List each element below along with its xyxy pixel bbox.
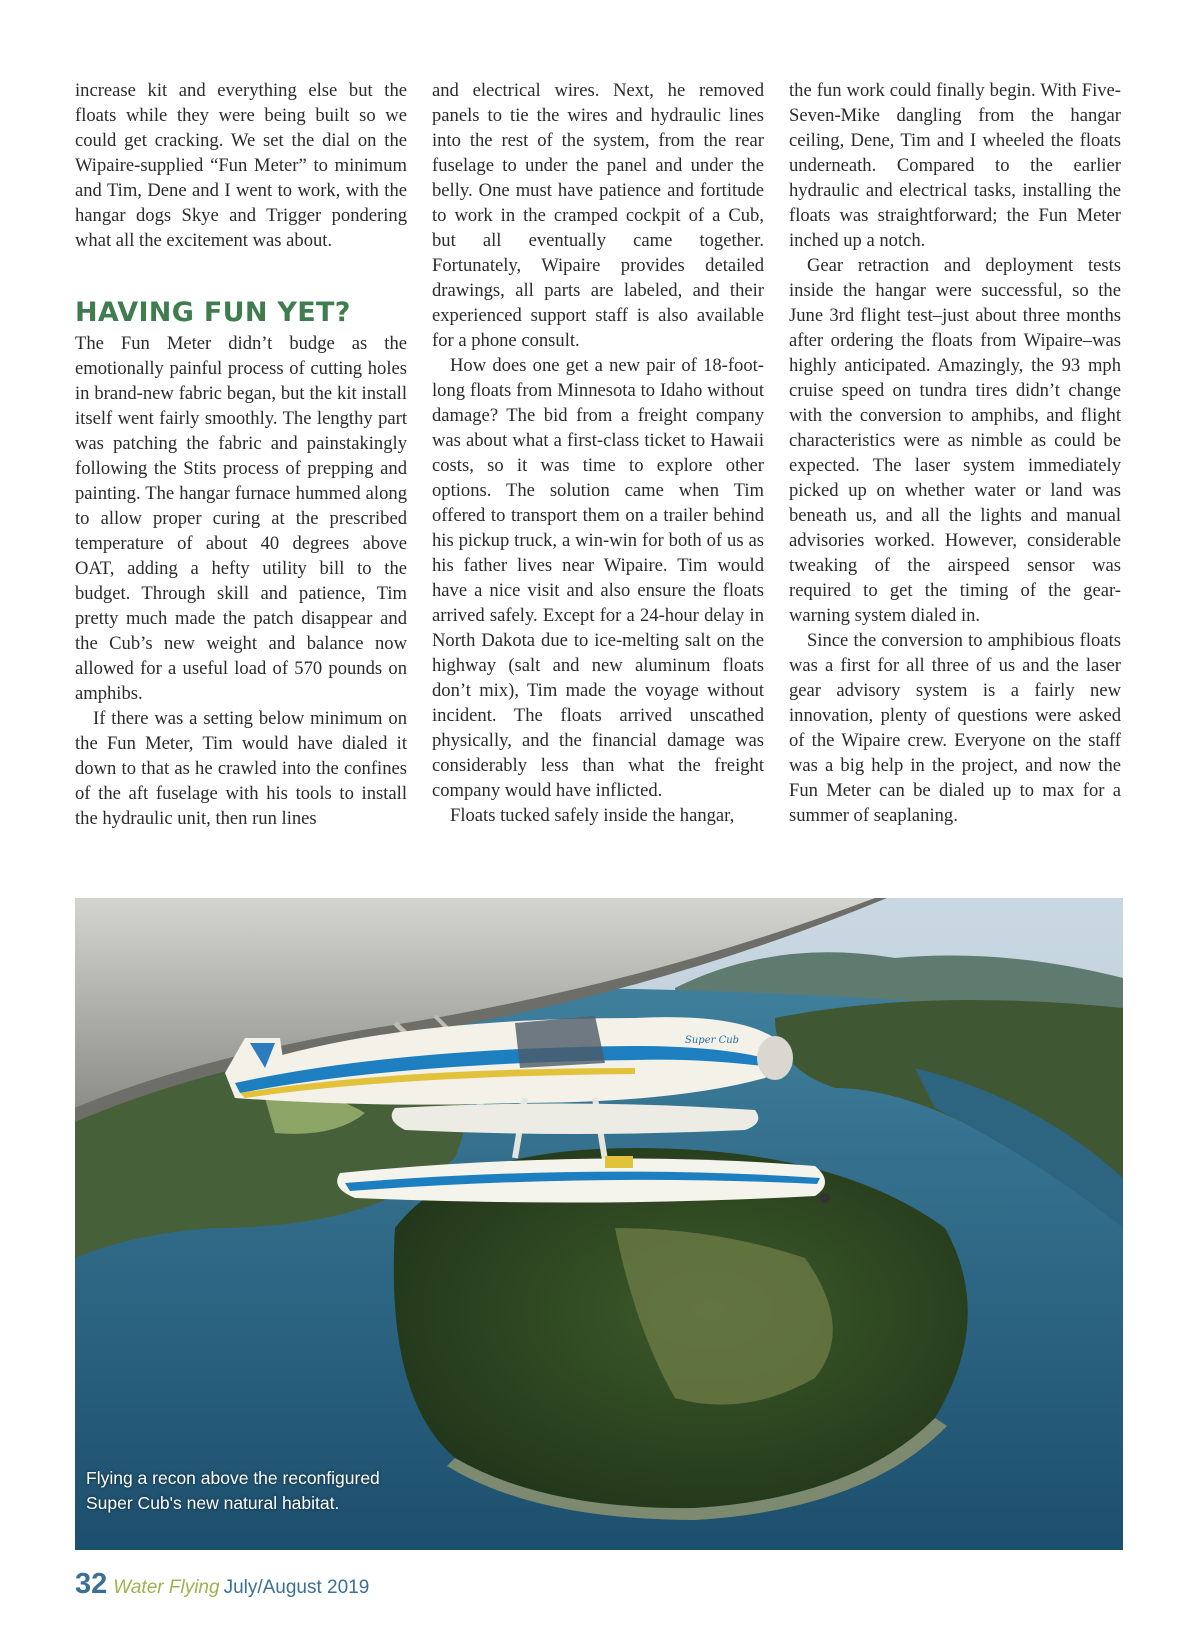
aircraft-lettering: Super Cub [685,1035,740,1046]
article-column-3 [789,78,1121,828]
body-paragraph: The Fun Meter didn’t budge as the emotionally painful process of cutting holes in brand-new fabric began, but the kit install itself went fairly smoothly. The lengthy part was patching the fabric and painstakingly following the Stits process of prepping and painting. The hangar furnace hummed along to allow proper curing at the prescribed temperature of about 40 degrees above OAT, adding a hefty utility bill to the budget. Through skill and patience, Tim pretty much made the patch disappear and the Cub’s new weight and balance now allowed for a useful load of 570 pounds on amphibs. [75,333,407,704]
photo-caption [86,1466,426,1516]
body-paragraph: and electrical wires. Next, he removed panels to tie the wires and hydraulic lines into the rest of the system, from the rear fuselage to under the panel and under the belly. One must have patience and fortitude to work in the cramped cockpit of a Cub, but all eventually came together. Fortunately, Wipaire provides detailed drawings, all parts are labeled, and their experienced support staff is also available for a phone consult. [432,80,764,351]
caption-line: Flying a recon above the reconfigured [86,1468,380,1488]
article-column-1 [75,78,407,831]
issue-date: July/August 2019 [223,1577,370,1598]
far-float [392,1103,759,1134]
body-paragraph: Gear retraction and deployment tests inside the hangar were successful, so the June 3rd flight test–just about three months after ordering the floats from Wipaire–was highly anticipated. Amazingly, the 93 mph cruise speed on tundra tires didn’t change with the conversion to amphibs, and flight characteristics were as nimble as could be expected. The laser system immediately picked up on whether water or land was beneath us, and all the lights and manual advisories worked. However, considerable tweaking of the airspeed sensor was required to get the timing of the gear-warning system dialed in. [789,255,1121,626]
aerial-seaplane-photo [75,898,1123,1550]
page-footer [75,1568,369,1604]
float-wheel [820,1193,830,1203]
body-paragraph: Since the conversion to amphibious floats was a first for all three of us and the laser gear advisory system is a fairly new innovation, plenty of questions were asked of the Wipaire crew. Everyone on the staff was a big help in the project, and now the Fun Meter can be dialed up to max for a summer of seaplaning. [789,630,1121,826]
photo-illustration [75,898,1123,1550]
caption-line: Super Cub's new natural habitat. [86,1493,340,1513]
section-heading: HAVING FUN YET? [75,297,351,328]
magazine-title: Water Flying [113,1577,220,1598]
float-decal [605,1156,633,1168]
body-paragraph: If there was a setting below minimum on the Fun Meter, Tim would have dialed it down to that as he crawled into the confines of the aft fuselage with his tools to install the hydraulic unit, then run lines [75,708,407,829]
body-paragraph: the fun work could finally begin. With Five-Seven-Mike dangling from the hangar ceiling, Dene, Tim and I wheeled the floats underneath. Compared to the earlier hydraulic and electrical tasks, installing the floats was straightforward; the Fun Meter inched up a notch. [789,80,1121,251]
body-paragraph: Floats tucked safely inside the hangar, [450,805,735,826]
body-paragraph: increase kit and everything else but the floats while they were being built so we could get cracking. We set the dial on the Wipaire-supplied “Fun Meter” to minimum and Tim, Dene and I went to work, with the hangar dogs Skye and Trigger pondering what all the excitement was about. [75,80,407,251]
page-number: 32 [75,1568,108,1600]
article-column-2 [432,78,764,828]
engine-cowling [757,1036,793,1080]
body-paragraph: How does one get a new pair of 18-foot-long floats from Minnesota to Idaho without damage? The bid from a freight company was about what a first-class ticket to Hawaii costs, so it was time to explore other options. The solution came when Tim offered to transport them on a trailer behind his pickup truck, a win-win for both of us as his father lives near Wipaire. Tim would have a nice visit and also ensure the floats arrived safely. Except for a 24-hour delay in North Dakota due to ice-melting salt on the highway (salt and new aluminum floats don’t mix), Tim made the voyage without incident. The floats arrived unscathed physically, and the financial damage was considerably less than what the freight company would have inflicted. [432,355,764,801]
cabin-window [515,1016,605,1068]
